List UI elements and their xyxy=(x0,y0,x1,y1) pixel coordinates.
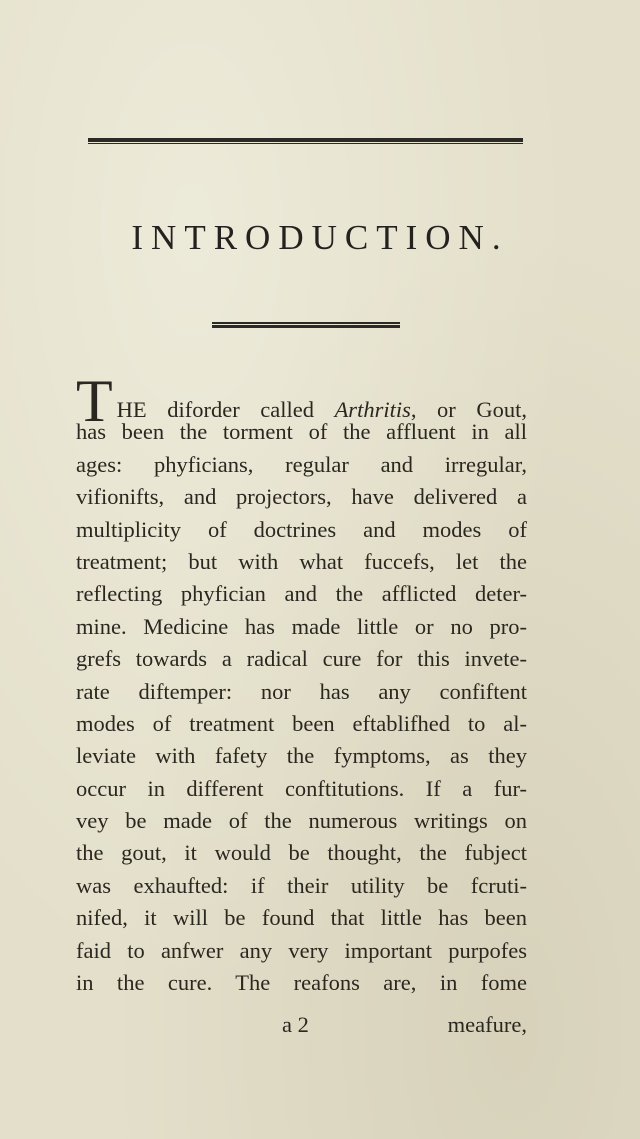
chapter-title: INTRODUCTION. xyxy=(131,218,509,257)
term-arthritis: Arthritis xyxy=(334,397,411,422)
title-underline-rule xyxy=(212,322,400,328)
first-line-tail: , or Gout, xyxy=(410,397,527,422)
text-line: treatment; but with what fuccefs, let the xyxy=(76,548,527,574)
text-line: the gout, it would be thought, the fubject xyxy=(76,840,527,866)
text-line: in the cure. The reafons are, in fome xyxy=(76,970,527,996)
text-line: occur in different conftitutions. If a fur- xyxy=(76,775,527,801)
text-line: faid to anfwer any very important purpofes xyxy=(76,937,527,963)
text-line: multiplicity of doctrines and modes of xyxy=(76,516,527,542)
first-line-lead: HE diforder called xyxy=(116,397,335,422)
page-footer xyxy=(76,1012,527,1044)
text-line: was exhaufted: if their utility be fcruti- xyxy=(76,872,527,898)
text-line: mine. Medicine has made little or no pro- xyxy=(76,613,527,639)
catchword: meafure, xyxy=(447,1012,527,1037)
drop-cap: T xyxy=(76,368,113,434)
text-line: leviate with fafety the fymptoms, as they xyxy=(76,743,527,769)
text-line: nifed, it will be found that little has been xyxy=(76,905,527,931)
text-line: vey be made of the numerous writings on xyxy=(76,808,527,834)
text-line: rate diftemper: nor has any confiftent xyxy=(76,678,527,704)
text-line: ages: phyficians, regular and irregular, xyxy=(76,451,527,477)
text-line: has been the torment of the affluent in all xyxy=(76,419,527,445)
body-text xyxy=(76,368,527,999)
top-ornamental-rule xyxy=(88,138,523,144)
text-line: reflecting phyfician and the afflicted deter- xyxy=(76,581,527,607)
text-line: vifionifts, and projectors, have delivered a xyxy=(76,484,527,510)
text-line: modes of treatment been eftablifhed to al- xyxy=(76,710,527,736)
signature-mark: a 2 xyxy=(282,1012,309,1037)
text-line: grefs towards a radical cure for this invete- xyxy=(76,646,527,672)
